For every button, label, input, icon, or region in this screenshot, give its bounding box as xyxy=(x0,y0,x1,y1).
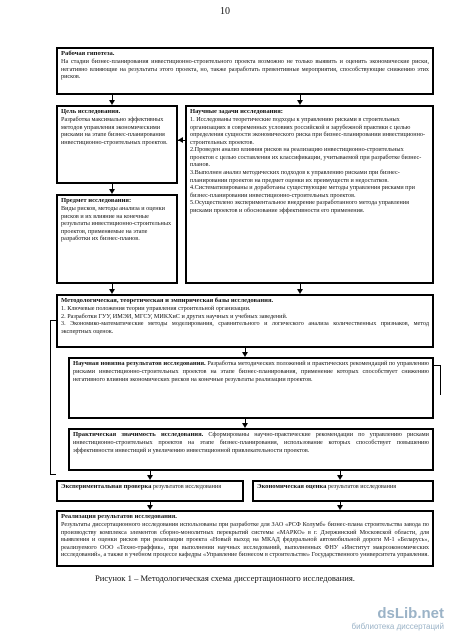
methodology-item-1: 1. Ключевые положения теории управления строительной организации. xyxy=(61,305,251,313)
watermark-subtitle: библиотека диссертаций xyxy=(351,622,444,631)
realization-title: Реализация результатов исследования. xyxy=(61,513,177,520)
novelty-text: Разработка методических положений и практических рекомендаций по управлению рисками инвестиционно-строительных проектов на этапе бизнес-планирования, применение которых способствует снижению негативного влияния экономических рисков на конечные результаты реализации проектов. xyxy=(73,360,430,383)
task-item-4: 4.Систематизированы и доработаны существующие методы управления рисками при бизнес-планировании инвестиционно-строительных проектов. xyxy=(190,184,415,199)
hypothesis-text: На стадии бизнес-планирования инвестиционно-строительного проекта возможно не только выявить и оценить экономические риски, негативно влияющие на результаты этого проекта, но, также разработать превентивные мероприятия, способствующие снижению этих рисков. xyxy=(61,58,429,81)
goal-title: Цель исследования. xyxy=(61,108,121,115)
task-item-5: 5.Осуществлено экспериментальное внедрение разработанного метода управления рисками проектов и обоснование эффективности его применения. xyxy=(190,199,409,214)
realization-box xyxy=(56,510,434,567)
practical-box xyxy=(68,428,434,471)
methodology-item-2: 2. Разработки ГУУ, ИМЭИ, МГСУ, МИКХиС и других научных и учебных заведений. xyxy=(61,312,288,320)
tasks-box xyxy=(185,105,434,284)
subject-text: Виды рисков, методы анализа и оценки рисков и их влияние на конечные результаты инвестиционно-строительных проектов, применяемые на этапе разработки их бизнес-планов. xyxy=(61,205,172,243)
economic-text: результатов исследования xyxy=(327,483,397,490)
watermark xyxy=(352,605,444,631)
task-item-3: 3.Выполнен анализ методических подходов к управлению рисками при бизнес-планировании проектов на предмет оценки их преимуществ и недостатков. xyxy=(190,168,400,184)
task-item-2: 2.Проведен анализ влияния рисков на реализацию инвестиционно-строительных проектов с целью составления их классификации, учитываемой при разработке бизнес-планов. xyxy=(190,146,422,169)
experimental-text: результатов исследования xyxy=(152,483,222,490)
subject-box xyxy=(56,194,178,284)
experimental-title: Экспериментальная проверка xyxy=(61,483,152,490)
figure-caption: Рисунок 1 – Методологическая схема диссертационного исследования. xyxy=(95,573,355,583)
task-item-1: 1. Исследованы теоретические подходы к управлению рисками в строительных организациях в современных условиях российской и зарубежной практики с целью определения сущности экономического риска при бизнес-планировании инвестиционно-строительных проектов. xyxy=(190,116,426,146)
tasks-title: Научные задачи исследования: xyxy=(190,108,283,115)
novelty-title: Научная новизна результатов исследования. xyxy=(73,360,206,367)
methodology-item-3: 3. Экономико-математические методы моделирования, сравнительного и логического анализа количественных признаков, метод экспертных оценок. xyxy=(61,320,429,335)
watermark-logo: dsLib.net xyxy=(377,605,444,622)
methodology-box xyxy=(56,294,434,348)
experimental-box xyxy=(56,480,244,502)
economic-box xyxy=(252,480,434,502)
page-number: 10 xyxy=(220,6,230,17)
realization-text: Результаты диссертационного исследования использованы при разработке для ЗАО «РСФ Колумб» бизнес-плана строительства завода по производству комплекса элементов сборно-монолитных перекрытий системы «МАРКО» в г. Дзержинский Московской области, для выявления и оценки рисков при реализации проекта «Новый выход на МКАД федеральной автомобильной дороги М-1 «Беларусь», реализуемого ООО «Техно-траффик», при выполнении научных исследований, выполненных ФНУ «Институт макроэкономических исследований», а также в учебном процессе кафедры «Управление бизнесом в строительстве» Государственного университета управления. xyxy=(61,521,429,559)
subject-title: Предмет исследования: xyxy=(61,197,132,204)
methodology-title: Методологическая, теоретическая и эмпирическая базы исследования. xyxy=(61,297,274,304)
hypothesis-title: Рабочая гипотеза. xyxy=(61,50,115,57)
economic-title: Экономическая оценка xyxy=(257,483,327,490)
goal-text: Разработка максимально эффективных методов управления экономическими рисками на этапе бизнес-планирования инвестиционно-строительных проектов. xyxy=(61,116,168,146)
practical-title: Практическая значимость исследования. xyxy=(73,431,204,438)
hypothesis-box xyxy=(56,47,434,95)
goal-box xyxy=(56,105,178,184)
practical-text: Сформированы научно-практические рекомендации по управлению рисками инвестиционно-строительных проектов на этапе бизнес-планирования, использование которых способствует повышению эффективности инвестиций и увеличению инвестиционной привлекательности проектов. xyxy=(73,431,429,454)
novelty-box xyxy=(68,357,434,419)
